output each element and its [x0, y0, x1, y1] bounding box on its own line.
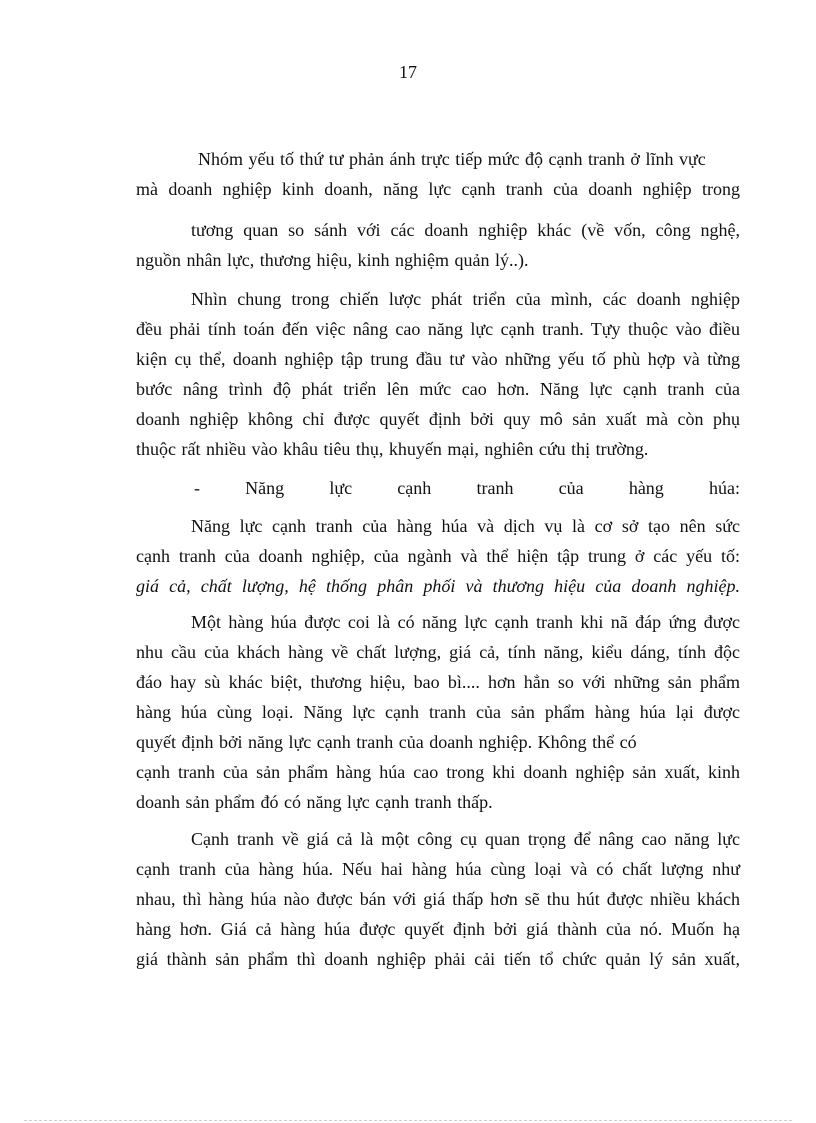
text-line: doanh sản phẩm đó có năng lực cạnh tranh thấp.	[136, 792, 493, 812]
text-line: kiện cụ thể, doanh nghiệp tập trung đầu tư vào những yếu tố phù hợp và từng	[136, 349, 740, 369]
text-line: cạnh tranh của doanh nghiệp, của ngành và thể hiện tập trung ở các yếu tố:	[136, 546, 740, 566]
text-line: Năng lực cạnh tranh của hàng húa và dịch vụ là cơ sở tạo nên sức	[191, 516, 740, 536]
page-number: 17	[399, 62, 417, 82]
text-line: thuộc rất nhiều vào khâu tiêu thụ, khuyến mại, nghiên cứu thị trường.	[136, 439, 649, 459]
page-bottom-rule	[24, 1120, 792, 1121]
text-line: cạnh tranh của sản phẩm hàng húa cao trong khi doanh nghiệp sản xuất, kinh	[136, 762, 740, 782]
section-heading: - Năng lực cạnh tranh của hàng húa:	[194, 478, 740, 498]
text-line: giá thành sản phẩm thì doanh nghiệp phải cải tiến tổ chức quản lý sản xuất,	[136, 949, 740, 969]
text-line: Một hàng húa được coi là có năng lực cạnh tranh khi nã đáp ứng được	[191, 612, 740, 632]
text-line: cạnh tranh của hàng húa. Nếu hai hàng húa cùng loại và có chất lượng như	[136, 859, 740, 879]
text-line: quyết định bởi năng lực cạnh tranh của doanh nghiệp. Không thể có	[136, 732, 637, 752]
text-line: nguồn nhân lực, thương hiệu, kinh nghiệm quản lý..).	[136, 250, 529, 270]
text-line: đều phải tính toán đến việc nâng cao năng lực cạnh tranh. Tựy thuộc vào điều	[136, 319, 740, 339]
text-line: Nhóm yếu tố thứ tư phản ánh trực tiếp mức độ cạnh tranh ở lĩnh vực	[198, 149, 706, 169]
text-line-italic: giá cả, chất lượng, hệ thống phân phối và thương hiệu của doanh nghiệp.	[136, 576, 740, 596]
text-line: nhu cầu của khách hàng về chất lượng, giá cả, tính năng, kiểu dáng, tính độc	[136, 642, 740, 662]
text-line: đáo hay sù khác biệt, thương hiệu, bao bì.... hơn hẳn so với những sản phẩm	[136, 672, 740, 692]
text-line: tương quan so sánh với các doanh nghiệp khác (về vốn, công nghệ,	[191, 220, 740, 240]
text-line: bước nâng trình độ phát triển lên mức cao hơn. Năng lực cạnh tranh của	[136, 379, 740, 399]
text-line: Nhìn chung trong chiến lược phát triển của mình, các doanh nghiệp	[191, 289, 740, 309]
text-line: hàng húa cùng loại. Năng lực cạnh tranh của sản phẩm hàng húa lại được	[136, 702, 740, 722]
text-line: nhau, thì hàng húa nào được bán với giá thấp hơn sẽ thu hút được nhiều khách	[136, 889, 740, 909]
text-line: Cạnh tranh về giá cả là một công cụ quan trọng để nâng cao năng lực	[191, 829, 740, 849]
text-line: mà doanh nghiệp kinh doanh, năng lực cạnh tranh của doanh nghiệp trong	[136, 179, 740, 199]
text-line: hàng hơn. Giá cả hàng húa được quyết định bởi giá thành của nó. Muốn hạ	[136, 919, 740, 939]
text-line: doanh nghiệp không chỉ được quyết định bởi quy mô sản xuất mà còn phụ	[136, 409, 740, 429]
